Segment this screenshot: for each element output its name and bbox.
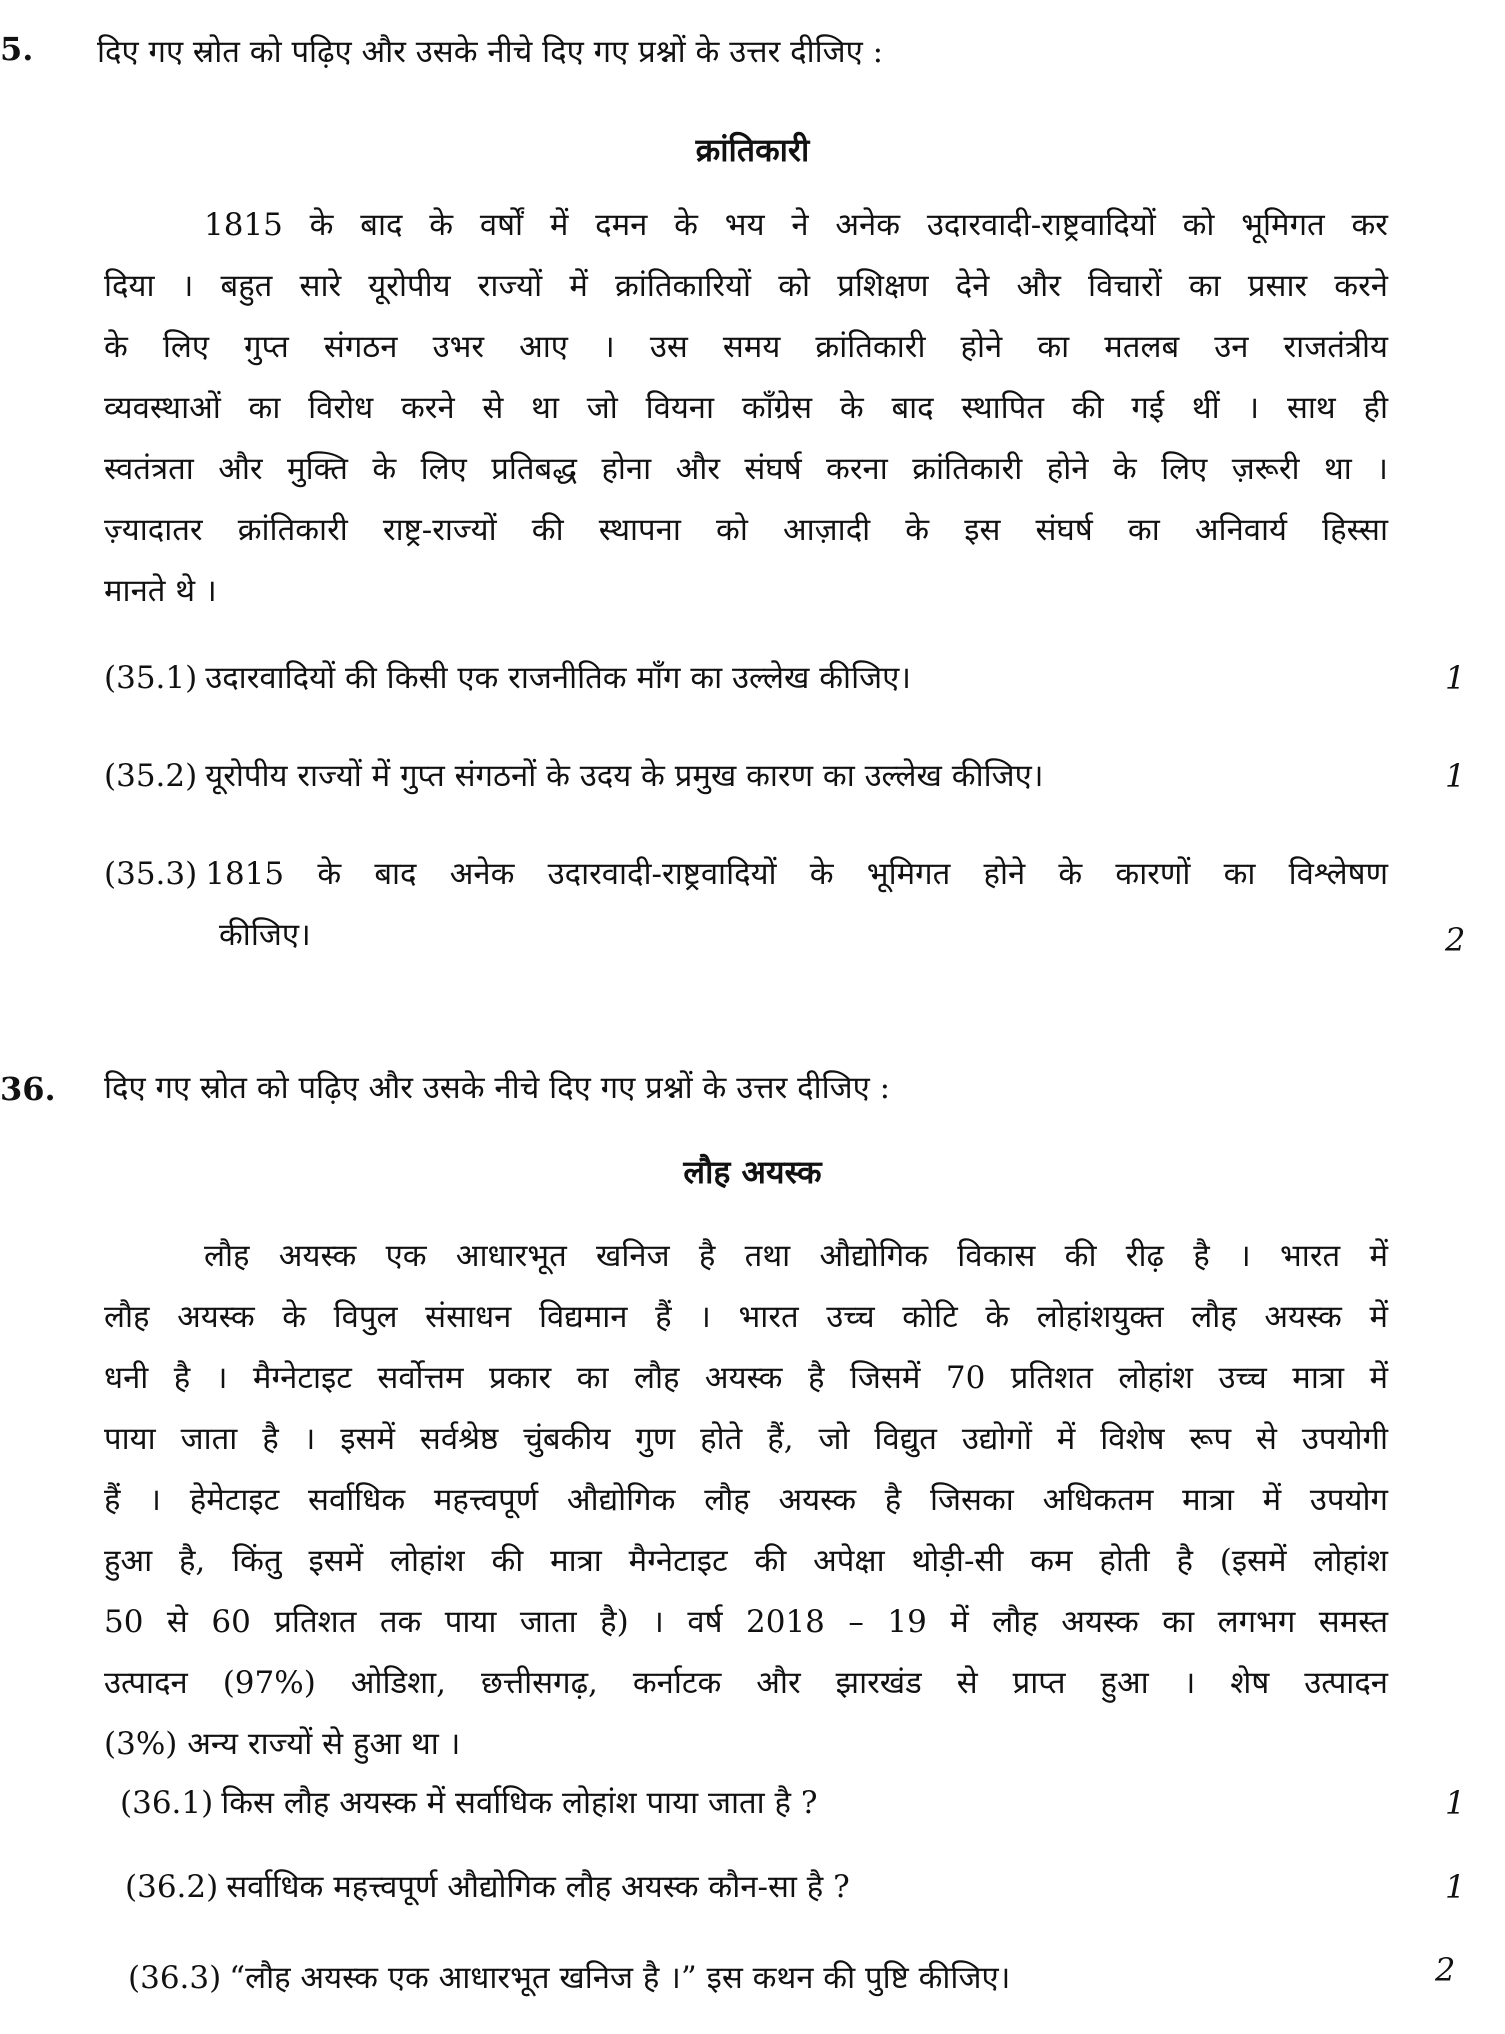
paragraph-line: ज़्यादातर क्रांतिकारी राष्ट्र-राज्यों की स्थापना को आज़ादी के इस संघर्ष का अनिवार्य हिस्सा: [104, 512, 1388, 548]
marks: 1: [1445, 1784, 1466, 1822]
subquestion-text: उदारवादियों की किसी एक राजनीतिक माँग का उल्लेख कीजिए।: [205, 660, 911, 696]
question-number: 5.: [0, 30, 34, 68]
paragraph-line: 1815 के बाद के वर्षों में दमन के भय ने अनेक उदारवादी-राष्ट्रवादियों को भूमिगत कर: [204, 207, 1388, 243]
subquestion: [104, 648, 1388, 709]
subquestion: [104, 746, 1388, 807]
paragraph-line: हैं । हेमेटाइट सर्वाधिक महत्त्वपूर्ण औद्योगिक लौह अयस्क है जिसका अधिकतम मात्रा में उपयोग: [104, 1482, 1388, 1518]
paragraph-line: (3%) अन्य राज्यों से हुआ था ।: [104, 1726, 461, 1762]
paragraph-line: लौह अयस्क के विपुल संसाधन विद्यमान हैं । भारत उच्च कोटि के लोहांशयुक्त लौह अयस्क में: [104, 1299, 1388, 1335]
subquestion-text-continued: कीजिए।: [219, 917, 311, 953]
paragraph-line: धनी है । मैग्नेटाइट सर्वोत्तम प्रकार का लौह अयस्क है जिसमें 70 प्रतिशत लोहांश उच्च मात्रा में: [104, 1360, 1388, 1396]
paragraph-line: उत्पादन (97%) ओडिशा, छत्तीसगढ़, कर्नाटक और झारखंड से प्राप्त हुआ । शेष उत्पादन: [104, 1665, 1388, 1701]
subquestion-text: “लौह अयस्क एक आधारभूत खनिज है ।” इस कथन की पुष्टि कीजिए।: [229, 1960, 1011, 1996]
paragraph-line: पाया जाता है । इसमें सर्वश्रेष्ठ चुंबकीय गुण होते हैं, जो विद्युत उद्योगों में विशेष रूप से उपयोगी: [104, 1421, 1388, 1457]
subquestion: [104, 844, 1388, 966]
subquestion-label: (36.1): [120, 1785, 214, 1821]
subquestion-text: 1815 के बाद अनेक उदारवादी-राष्ट्रवादियों के भूमिगत होने के कारणों का विश्लेषण: [205, 856, 1388, 892]
paragraph-line: व्यवस्थाओं का विरोध करने से था जो वियना काँग्रेस के बाद स्थापित की गई थीं । साथ ही: [104, 390, 1388, 426]
subquestion: [125, 1857, 1409, 1918]
question-number: 36.: [0, 1070, 56, 1108]
source-paragraph: [104, 1226, 1388, 1775]
source-title: क्रांतिकारी: [695, 131, 810, 169]
source-paragraph: [104, 195, 1388, 622]
marks: 1: [1445, 757, 1466, 795]
subquestion-text: सर्वाधिक महत्त्वपूर्ण औद्योगिक लौह अयस्क कौन-सा है ?: [226, 1869, 850, 1905]
subquestion-label: (36.2): [125, 1869, 219, 1905]
paragraph-line: मानते थे ।: [104, 573, 217, 609]
question-instruction: दिए गए स्रोत को पढ़िए और उसके नीचे दिए गए प्रश्नों के उत्तर दीजिए :: [97, 34, 884, 70]
marks: 1: [1445, 659, 1466, 697]
paragraph-line: स्वतंत्रता और मुक्ति के लिए प्रतिबद्ध होना और संघर्ष करना क्रांतिकारी होने के लिए ज़रूरी था ।: [104, 451, 1388, 487]
marks: 1: [1445, 1868, 1466, 1906]
paragraph-line: के लिए गुप्त संगठन उभर आए । उस समय क्रांतिकारी होने का मतलब उन राजतंत्रीय: [104, 329, 1388, 365]
subquestion-text: किस लौह अयस्क में सर्वाधिक लोहांश पाया जाता है ?: [221, 1785, 818, 1821]
marks: 2: [1445, 921, 1466, 959]
paragraph-line: 50 से 60 प्रतिशत तक पाया जाता है) । वर्ष 2018 – 19 में लौह अयस्क का लगभग समस्त: [104, 1604, 1388, 1640]
question-instruction: दिए गए स्रोत को पढ़िए और उसके नीचे दिए गए प्रश्नों के उत्तर दीजिए :: [104, 1070, 891, 1106]
paragraph-line: लौह अयस्क एक आधारभूत खनिज है तथा औद्योगिक विकास की रीढ़ है । भारत में: [204, 1238, 1388, 1274]
subquestion-label: (35.3): [104, 856, 198, 892]
source-title: लौह अयस्क: [683, 1153, 822, 1191]
subquestion-label: (35.2): [104, 758, 198, 794]
subquestion-label: (35.1): [104, 660, 198, 696]
subquestion-text: यूरोपीय राज्यों में गुप्त संगठनों के उदय के प्रमुख कारण का उल्लेख कीजिए।: [205, 758, 1044, 794]
subquestion-label: (36.3): [128, 1960, 222, 1996]
paragraph-line: दिया । बहुत सारे यूरोपीय राज्यों में क्रांतिकारियों को प्रशिक्षण देने और विचारों का प्रसार करने: [104, 268, 1388, 304]
paragraph-line: हुआ है, किंतु इसमें लोहांश की मात्रा मैग्नेटाइट की अपेक्षा थोड़ी-सी कम होती है (इसमें लोहांश: [104, 1543, 1388, 1579]
subquestion: [128, 1948, 1412, 2009]
subquestion: [120, 1773, 1404, 1834]
marks: 2: [1435, 1951, 1456, 1989]
